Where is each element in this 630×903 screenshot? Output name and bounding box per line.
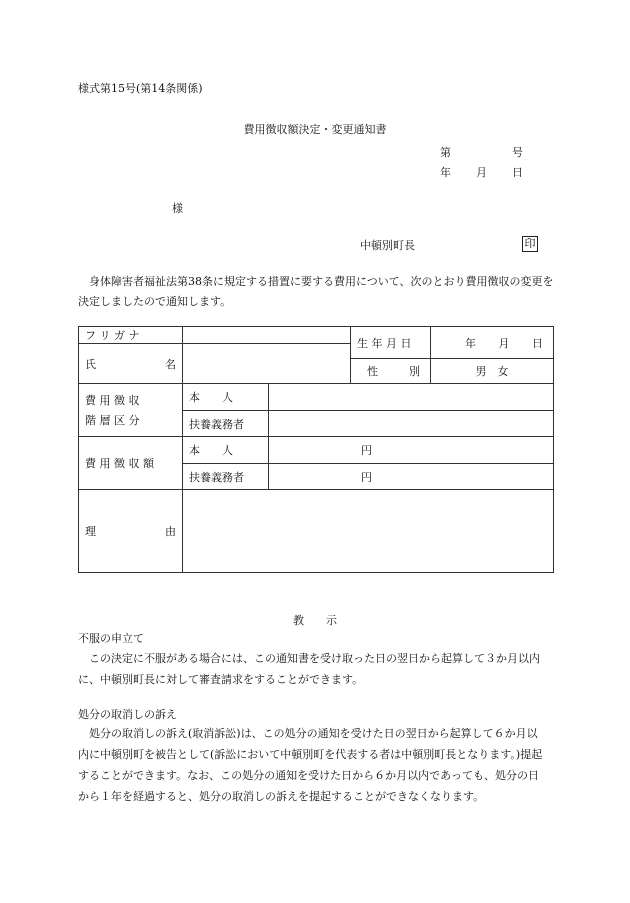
name-label-a: 氏 — [85, 357, 96, 371]
amount-label: 費 用 徴 収 額 — [79, 437, 183, 490]
reason-field[interactable] — [183, 490, 554, 573]
reason-label — [79, 490, 183, 573]
revocation-text: 処分の取消しの訴え(取消訴訟)は、この処分の通知を受けた日の翌日から起算して６か月以内に中頓別町を被告として(訴訟において中頓別町を代表する者は中頓別町長となります。)提起することができます。なお、この処分の通知を受けた日から６か月以内であっても、処分の日から１年を経過すると、処分の取消しの訴えを提起することができなくなります。 — [78, 727, 543, 803]
reason-label-b: 由 — [165, 525, 176, 538]
furigana-field[interactable] — [183, 327, 351, 344]
instruction-title: 教 示 — [293, 614, 337, 627]
date-day: 日 — [512, 166, 523, 179]
seal-box: 印 — [522, 236, 538, 252]
number-dai: 第 — [440, 146, 451, 159]
class-guardian-field[interactable] — [269, 411, 554, 437]
birth-day: 日 — [532, 336, 543, 350]
document-title: 費用徴収額決定・変更通知書 — [243, 123, 387, 136]
appeal-heading: 不服の申立て — [78, 632, 144, 645]
class-label-line2: 階 層 区 分 — [85, 414, 140, 427]
name-label-b: 名 — [165, 357, 176, 371]
class-label — [79, 384, 183, 437]
appeal-text: この決定に不服がある場合には、この通知書を受け取った日の翌日から起算して３か月以内に、中頓別町長に対して審査請求をすることができます。 — [78, 652, 540, 686]
birth-month: 月 — [498, 336, 510, 350]
sex-label — [351, 359, 431, 384]
sex-label-b: 別 — [409, 365, 420, 378]
class-guardian-label: 扶養義務者 — [183, 411, 269, 437]
amount-self-field[interactable]: 円 — [269, 437, 554, 464]
date-year: 年 — [440, 166, 451, 179]
class-label-line1: 費 用 徴 収 — [85, 394, 140, 407]
name-field[interactable] — [183, 344, 351, 384]
amount-self-label: 本 人 — [183, 437, 269, 464]
number-go: 号 — [512, 146, 523, 159]
issuer-name: 中頓別町長 — [360, 239, 415, 252]
furigana-label: フ リ ガ ナ — [79, 327, 183, 344]
sex-field[interactable]: 男 女 — [431, 359, 554, 384]
notification-form-table — [78, 326, 554, 573]
form-number: 様式第15号(第14条関係) — [78, 82, 203, 95]
amount-guardian-label: 扶養義務者 — [183, 464, 269, 490]
birthdate-field[interactable] — [431, 327, 554, 359]
class-self-label: 本 人 — [183, 384, 269, 411]
amount-guardian-field[interactable]: 円 — [269, 464, 554, 490]
intro-text: 身体障害者福祉法第38条に規定する措置に要する費用について、次のとおり費用徴収の変更を決定しましたので通知します。 — [78, 275, 554, 308]
class-self-field[interactable] — [269, 384, 554, 411]
addressee-suffix: 様 — [172, 202, 183, 215]
sex-label-a: 性 — [367, 365, 378, 378]
name-label — [79, 344, 183, 384]
birthdate-label: 生 年 月 日 — [351, 327, 431, 359]
birth-year: 年 — [465, 336, 476, 350]
date-month: 月 — [476, 166, 487, 179]
revocation-heading: 処分の取消しの訴え — [78, 708, 177, 721]
reason-label-a: 理 — [85, 525, 96, 538]
